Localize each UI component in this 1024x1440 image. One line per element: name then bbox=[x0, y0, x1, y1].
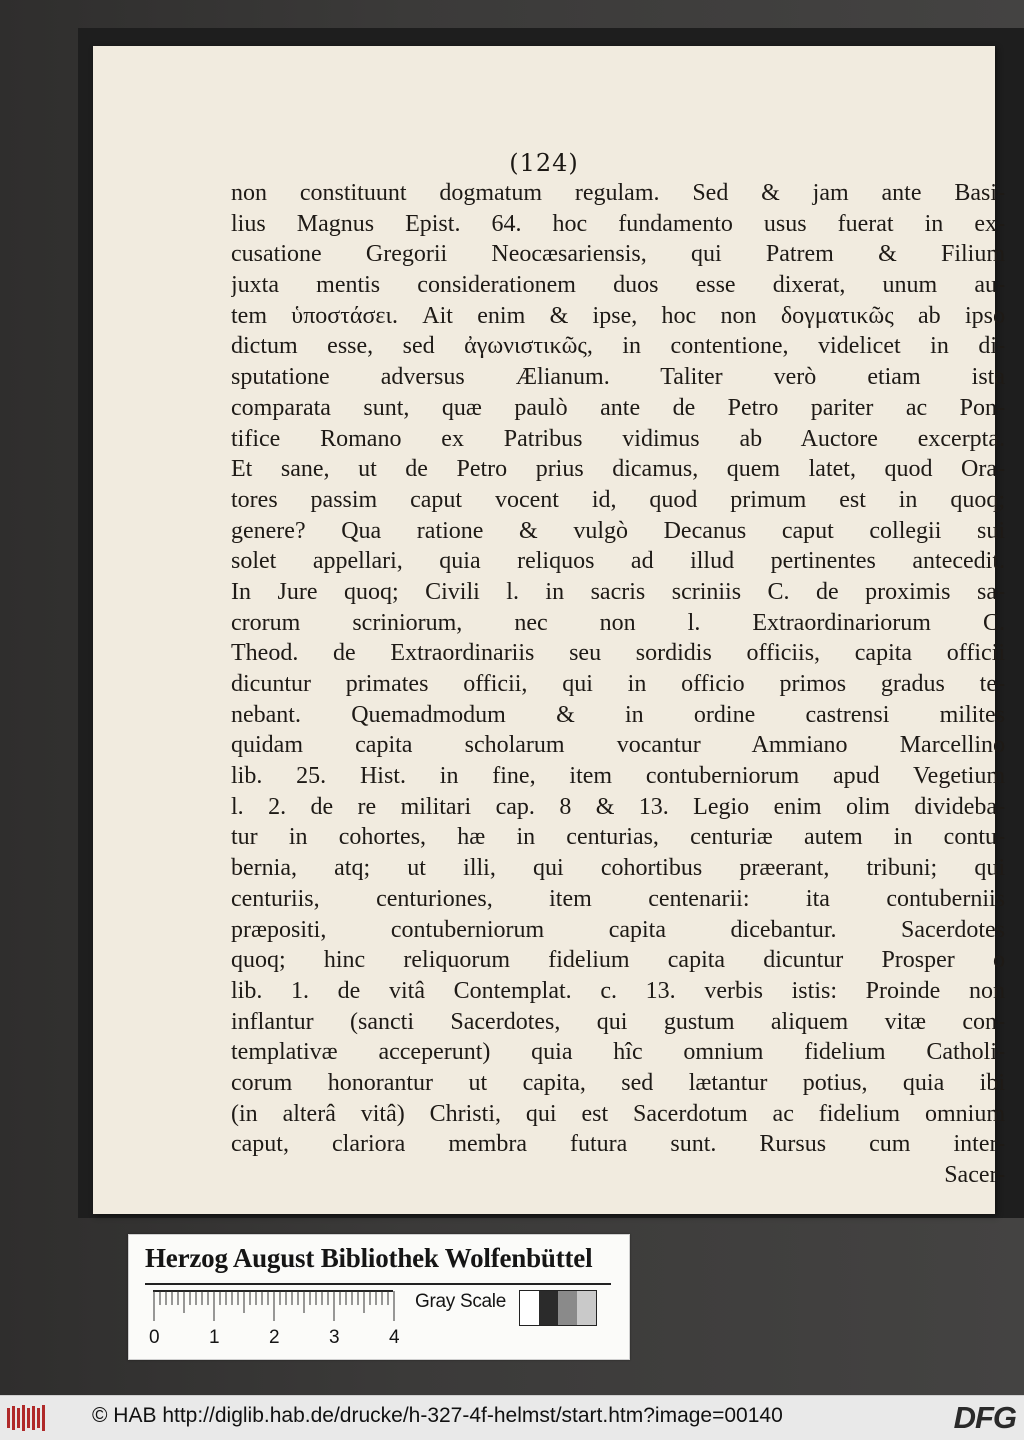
book-page bbox=[93, 46, 1005, 1214]
text-line: corum honorantur ut capita, sed lætantur potius, quia ibi bbox=[231, 1069, 1005, 1096]
text-line: inflantur (sancti Sacerdotes, qui gustum aliquem vitæ con- bbox=[231, 1008, 1005, 1035]
text-line: quoq; hinc reliquorum fidelium capita dicuntur Prosper o bbox=[231, 947, 1005, 974]
text-line: lib. 1. de vitâ Contemplat. c. 13. verbis istis: Proinde non bbox=[231, 977, 1005, 1004]
text-line: tores passim caput vocent id, quod primum est in quoq; bbox=[231, 486, 1005, 513]
library-name: Herzog August Bibliothek Wolfenbüttel bbox=[145, 1243, 593, 1273]
target-divider bbox=[145, 1283, 611, 1285]
scale-label: 1 bbox=[209, 1327, 220, 1348]
text-line: tur in cohortes, hæ in centurias, centuriæ autem in contu- bbox=[231, 824, 1005, 851]
text-line: præpositi, contuberniorum capita dicebantur. Sacerdotes bbox=[231, 916, 1005, 943]
ruler-labels bbox=[149, 1327, 429, 1351]
text-line: l. 2. de re militari cap. 8 & 13. Legio enim olim divideba- bbox=[231, 793, 1005, 820]
text-line: dicuntur primates officii, qui in officio primos gradus te- bbox=[231, 671, 1005, 697]
viewer-footer bbox=[0, 1395, 1024, 1440]
page-text bbox=[231, 178, 1005, 1191]
text-line: centuriis, centuriones, item centenarii: ita contuberniis bbox=[231, 885, 1005, 912]
page-number: (124) bbox=[509, 149, 579, 177]
text-line: lius Magnus Epist. 64. hoc fundamento usus fuerat in ex- bbox=[231, 210, 1005, 237]
ruler-scale bbox=[153, 1287, 403, 1323]
text-line: lib. 25. Hist. in fine, item contuberniorum apud Vegetium bbox=[231, 763, 1005, 790]
text-line: comparata sunt, quæ paulò ante de Petro pariter ac Pon- bbox=[231, 394, 1005, 421]
gray-swatch bbox=[539, 1291, 558, 1325]
gray-scale-swatches bbox=[519, 1290, 597, 1326]
scale-label: 0 bbox=[149, 1327, 160, 1348]
text-line: tem ὑποστάσει. Ait enim & ipse, hoc non δογματικῶς ab ipso bbox=[231, 302, 1005, 329]
text-line: Theod. de Extraordinariis seu sordidis officiis, capita officii bbox=[231, 640, 1005, 667]
text-line: In Jure quoq; Civili l. in sacris scriniis C. de proximis sa- bbox=[231, 578, 1005, 605]
text-line: nebant. Quemadmodum & in ordine castrensi milites bbox=[231, 701, 1005, 728]
color-calibration-target bbox=[128, 1234, 630, 1360]
scale-label: 4 bbox=[389, 1327, 400, 1348]
dfg-logo: DFG bbox=[953, 1400, 1016, 1435]
text-line: crorum scriniorum, nec non l. Extraordinariorum C. bbox=[231, 609, 1005, 636]
text-line: Et sane, ut de Petro prius dicamus, quem latet, quod Ora- bbox=[231, 456, 1005, 483]
scale-label: 2 bbox=[269, 1327, 280, 1348]
copyright-url[interactable]: © HAB http://diglib.hab.de/drucke/h-327-4f-helmst/start.htm?image=00140 bbox=[92, 1404, 783, 1427]
text-line: tifice Romano ex Patribus vidimus ab Auctore excerpta. bbox=[231, 425, 1005, 452]
text-line: bernia, atq; ut illi, qui cohortibus præerant, tribuni; qui bbox=[231, 855, 1005, 882]
text-line: caput, clariora membra futura sunt. Rursus cum inter- bbox=[231, 1131, 1005, 1158]
text-line: quidam capita scholarum vocantur Ammiano Marcellino bbox=[231, 732, 1005, 759]
gray-swatch bbox=[520, 1291, 539, 1325]
text-line: sputatione adversus Ælianum. Taliter verò etiam ista bbox=[231, 364, 1005, 391]
hab-logo-icon bbox=[6, 1404, 50, 1432]
text-line: solet appellari, quia reliquos ad illud pertinentes antecedit. bbox=[231, 548, 1005, 575]
gray-scale-label: Gray Scale bbox=[415, 1291, 506, 1312]
text-line: non constituunt dogmatum regulam. Sed & jam ante Basi- bbox=[231, 180, 1005, 206]
gray-swatch bbox=[558, 1291, 577, 1325]
scale-label: 3 bbox=[329, 1327, 340, 1348]
text-line: genere? Qua ratione & vulgò Decanus caput collegii sui bbox=[231, 517, 1005, 544]
text-line: (in alterâ vitâ) Christi, qui est Sacerdotum ac fidelium omnium bbox=[231, 1100, 1005, 1127]
text-line: cusatione Gregorii Neocæsariensis, qui Patrem & Filium bbox=[231, 241, 1005, 268]
text-line: templativæ acceperunt) quia hîc omnium fidelium Catholi- bbox=[231, 1039, 1005, 1066]
text-line: Sacer- bbox=[944, 1162, 1005, 1188]
gray-swatch bbox=[577, 1291, 596, 1325]
text-line: juxta mentis considerationem duos esse dixerat, unum au- bbox=[231, 272, 1005, 299]
text-line: dictum esse, sed ἀγωνιστικῶς, in contentione, videlicet in di- bbox=[231, 333, 1005, 360]
